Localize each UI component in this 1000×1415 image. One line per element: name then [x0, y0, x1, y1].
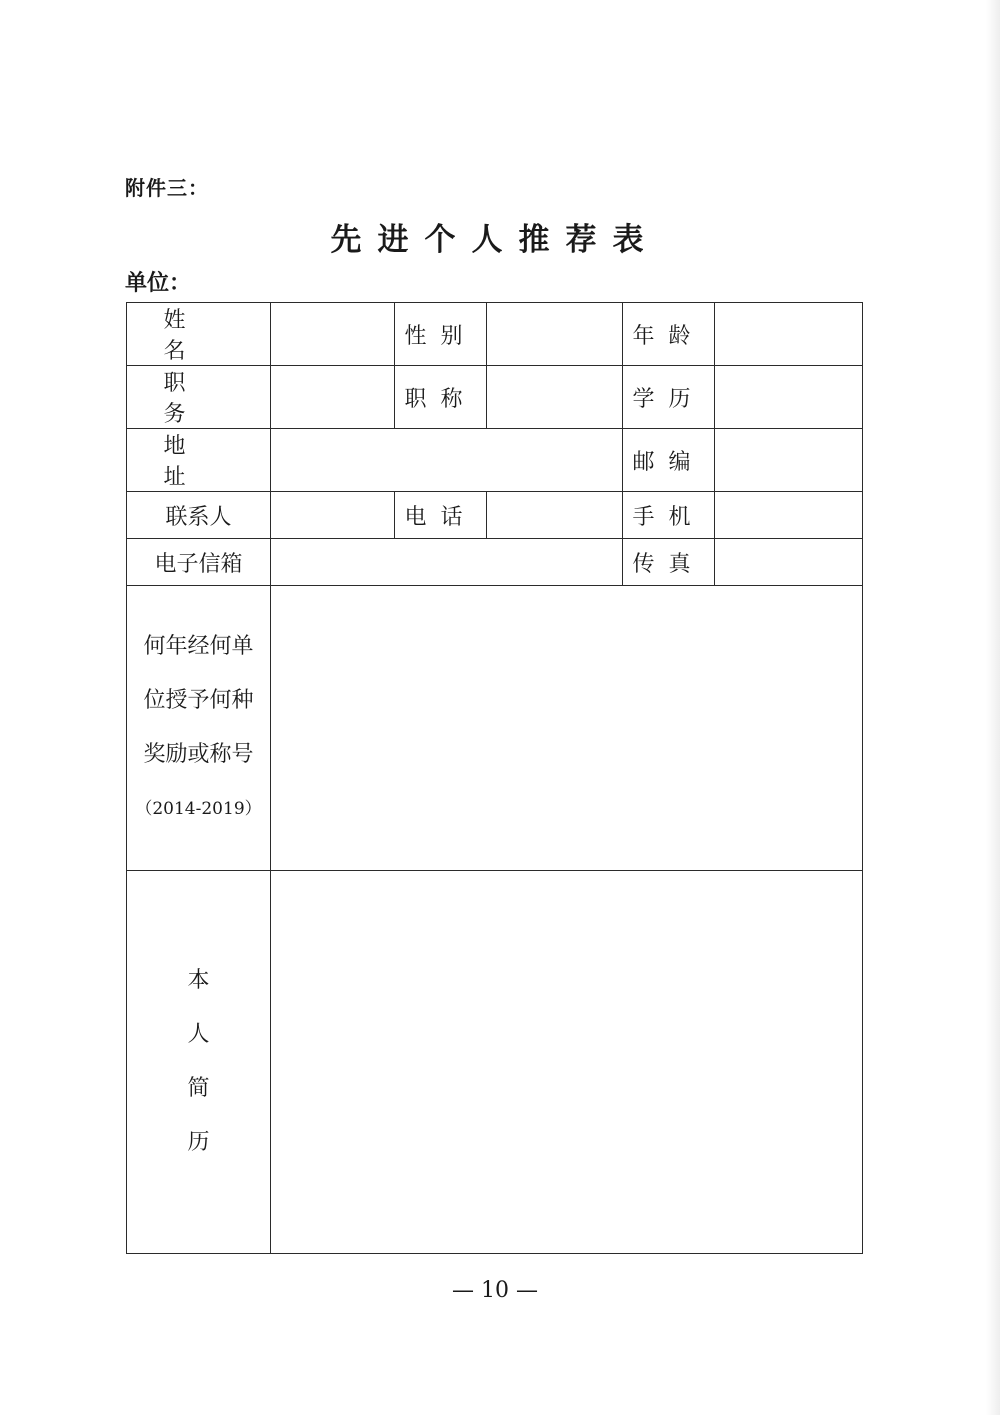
awards-label-line-1: 何年经何单 [143, 634, 254, 659]
awards-label-line-2: 位授予何种 [143, 688, 254, 713]
form-row-position [127, 366, 863, 429]
age-value-cell[interactable] [715, 303, 863, 366]
form-title: 先进个人推荐表 [330, 222, 660, 258]
unit-label: 单位： [125, 271, 192, 296]
form-row-name [127, 303, 863, 366]
resume-label-char-4: 历 [187, 1130, 210, 1155]
mobile-value-cell[interactable] [715, 492, 863, 539]
recommendation-form-table [126, 302, 863, 1254]
awards-label-line-3: 奖励或称号 [143, 742, 254, 767]
form-row-email [127, 539, 863, 586]
resume-value-cell[interactable] [271, 871, 863, 1254]
age-label: 年龄 [623, 303, 715, 366]
resume-label-char-3: 简 [187, 1076, 210, 1101]
fax-value-cell[interactable] [715, 539, 863, 586]
address-value-cell[interactable] [271, 429, 623, 492]
email-value-cell[interactable] [271, 539, 623, 586]
phone-label: 电话 [395, 492, 487, 539]
form-row-contact [127, 492, 863, 539]
position-label: 职 务 [127, 366, 271, 429]
resume-label-char-2: 人 [187, 1022, 210, 1047]
resume-label-char-1: 本 [187, 968, 210, 993]
email-label: 电子信箱 [127, 539, 271, 586]
postcode-value-cell[interactable] [715, 429, 863, 492]
address-label: 地 址 [127, 429, 271, 492]
postcode-label: 邮编 [623, 429, 715, 492]
form-row-address [127, 429, 863, 492]
awards-label-years: （2014-2019） [135, 799, 262, 819]
contact-label: 联系人 [127, 492, 271, 539]
gender-label: 性别 [395, 303, 487, 366]
education-value-cell[interactable] [715, 366, 863, 429]
awards-label [127, 586, 271, 871]
page-edge-shadow [986, 0, 1000, 1415]
fax-label: 传真 [623, 539, 715, 586]
mobile-label: 手机 [623, 492, 715, 539]
contact-value-cell[interactable] [271, 492, 395, 539]
gender-value-cell[interactable] [487, 303, 623, 366]
page-number: — 10 — [452, 1278, 538, 1303]
form-row-resume [127, 871, 863, 1254]
title-label: 职称 [395, 366, 487, 429]
name-label: 姓 名 [127, 303, 271, 366]
resume-label [127, 871, 271, 1254]
phone-value-cell[interactable] [487, 492, 623, 539]
education-label: 学历 [623, 366, 715, 429]
awards-value-cell[interactable] [271, 586, 863, 871]
attachment-label: 附件三： [125, 176, 209, 200]
title-value-cell[interactable] [487, 366, 623, 429]
form-row-awards [127, 586, 863, 871]
